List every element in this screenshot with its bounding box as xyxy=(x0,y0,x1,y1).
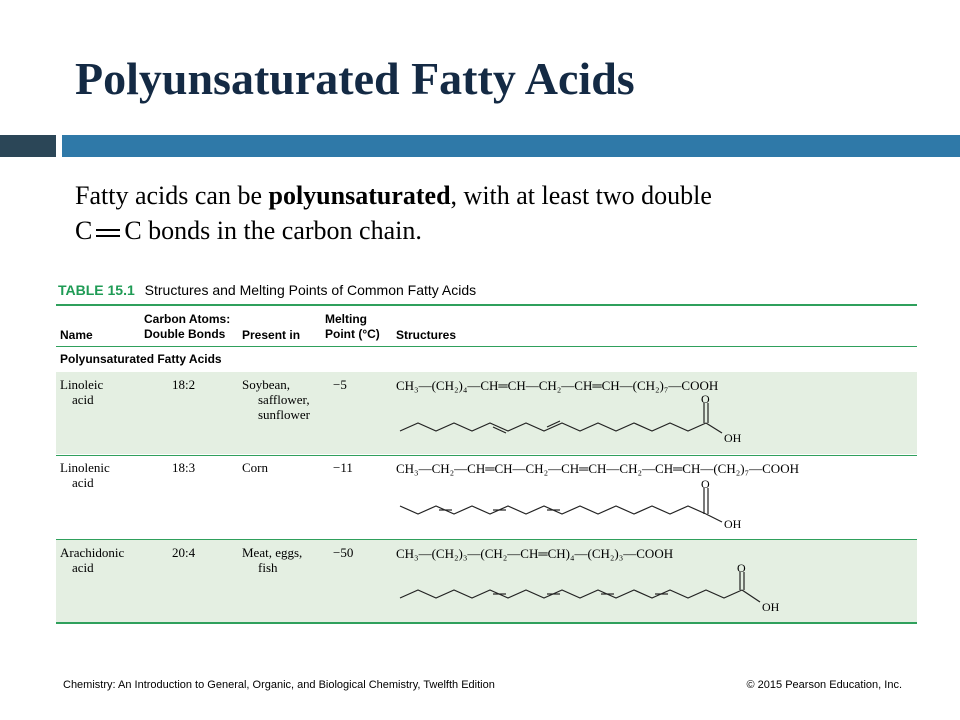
row1-formula: CH₃—(CH₂)₄—CH═CH—CH₂—CH═CH—(CH₂)₇—COOH xyxy=(396,378,719,393)
footer-book-title: Chemistry: An Introduction to General, Organic, and Biological Chemistry, Twelfth Edition xyxy=(63,679,495,691)
row3-present-1: Meat, eggs, xyxy=(242,545,303,560)
row2-name xyxy=(60,460,110,490)
row3-hydroxyl-bond xyxy=(742,590,760,602)
double-bond-symbol xyxy=(93,223,123,243)
slide-title: Polyunsaturated Fatty Acids xyxy=(75,53,635,104)
row3-oh-label: OH xyxy=(762,600,780,614)
row1-ratio: 18:2 xyxy=(172,377,196,392)
header-present: Present in xyxy=(242,328,301,342)
row2-o-label: O xyxy=(701,478,710,491)
row1-present xyxy=(242,377,310,422)
footer-copyright: © 2015 Pearson Education, Inc. xyxy=(746,679,902,691)
lead-c1: C xyxy=(75,216,93,245)
row3-name xyxy=(60,545,124,575)
header-mp-top: Melting xyxy=(325,312,367,326)
row3-formula: CH₃—(CH₂)₃—(CH₂—CH═CH)₄—(CH₂)₃—COOH xyxy=(396,546,674,561)
row1-present-2: safflower, xyxy=(258,392,310,407)
row1-skeletal-structure xyxy=(396,395,786,450)
row1-hydroxyl-bond xyxy=(706,423,722,433)
row1-double-bond-2 xyxy=(547,421,560,427)
row3-present xyxy=(242,545,302,575)
header-name: Name xyxy=(60,328,93,342)
row2-oh-label: OH xyxy=(724,517,742,531)
row2-name-2: acid xyxy=(72,475,94,490)
lead-text-1: Fatty acids can be xyxy=(75,181,269,210)
row1-name-2: acid xyxy=(72,392,94,407)
row2-ratio: 18:3 xyxy=(172,460,196,475)
table-bottom-rule xyxy=(56,622,917,624)
accent-bar-dark xyxy=(0,135,56,157)
row2-name-1: Linolenic xyxy=(60,460,110,475)
row2-melting-point: −11 xyxy=(333,460,353,475)
lead-paragraph xyxy=(75,178,935,248)
row1-name-1: Linoleic xyxy=(60,377,104,392)
row3-present-2: fish xyxy=(258,560,278,575)
row3-melting-point: −50 xyxy=(333,545,354,560)
row1-oh-label: OH xyxy=(724,431,742,445)
header-carbon-bottom: Double Bonds xyxy=(144,327,226,341)
accent-bar-blue xyxy=(62,135,960,157)
section-label: Polyunsaturated Fatty Acids xyxy=(60,352,222,366)
header-mp-bottom: Point (°C) xyxy=(325,327,380,341)
row-divider xyxy=(56,455,917,456)
row1-name xyxy=(60,377,103,407)
header-structures: Structures xyxy=(396,328,457,342)
lead-text-3: C bonds in the carbon chain. xyxy=(124,216,422,245)
row1-present-1: Soybean, xyxy=(242,377,291,392)
table-number: TABLE 15.1 xyxy=(58,282,135,298)
header-carbon-top: Carbon Atoms: xyxy=(144,312,231,326)
table-top-rule xyxy=(56,304,917,306)
header-melting xyxy=(325,312,380,342)
table-caption xyxy=(58,282,476,298)
row3-name-1: Arachidonic xyxy=(60,545,125,560)
lead-text-2: , with at least two double xyxy=(450,181,712,210)
row1-double-bond-1 xyxy=(493,427,506,433)
row3-o-label: O xyxy=(737,562,746,575)
header-bottom-rule xyxy=(56,346,917,347)
row3-skeletal-structure xyxy=(396,562,796,620)
row1-present-3: sunflower xyxy=(258,407,310,422)
row3-ratio: 20:4 xyxy=(172,545,196,560)
row1-o-label: O xyxy=(701,395,710,406)
row2-hydroxyl-bond xyxy=(706,514,722,522)
row3-chain xyxy=(400,590,742,598)
row2-formula: CH₃—CH₂—CH═CH—CH₂—CH═CH—CH₂—CH═CH—(CH₂)₇—COOH xyxy=(396,461,799,476)
row1-melting-point: −5 xyxy=(333,377,347,392)
header-carbon xyxy=(144,312,230,342)
lead-bold-term: polyunsaturated xyxy=(268,181,451,210)
row3-name-2: acid xyxy=(72,560,94,575)
table-caption-text: Structures and Melting Points of Common Fatty Acids xyxy=(144,282,477,298)
row2-skeletal-structure xyxy=(396,478,786,533)
row2-present: Corn xyxy=(242,460,268,475)
